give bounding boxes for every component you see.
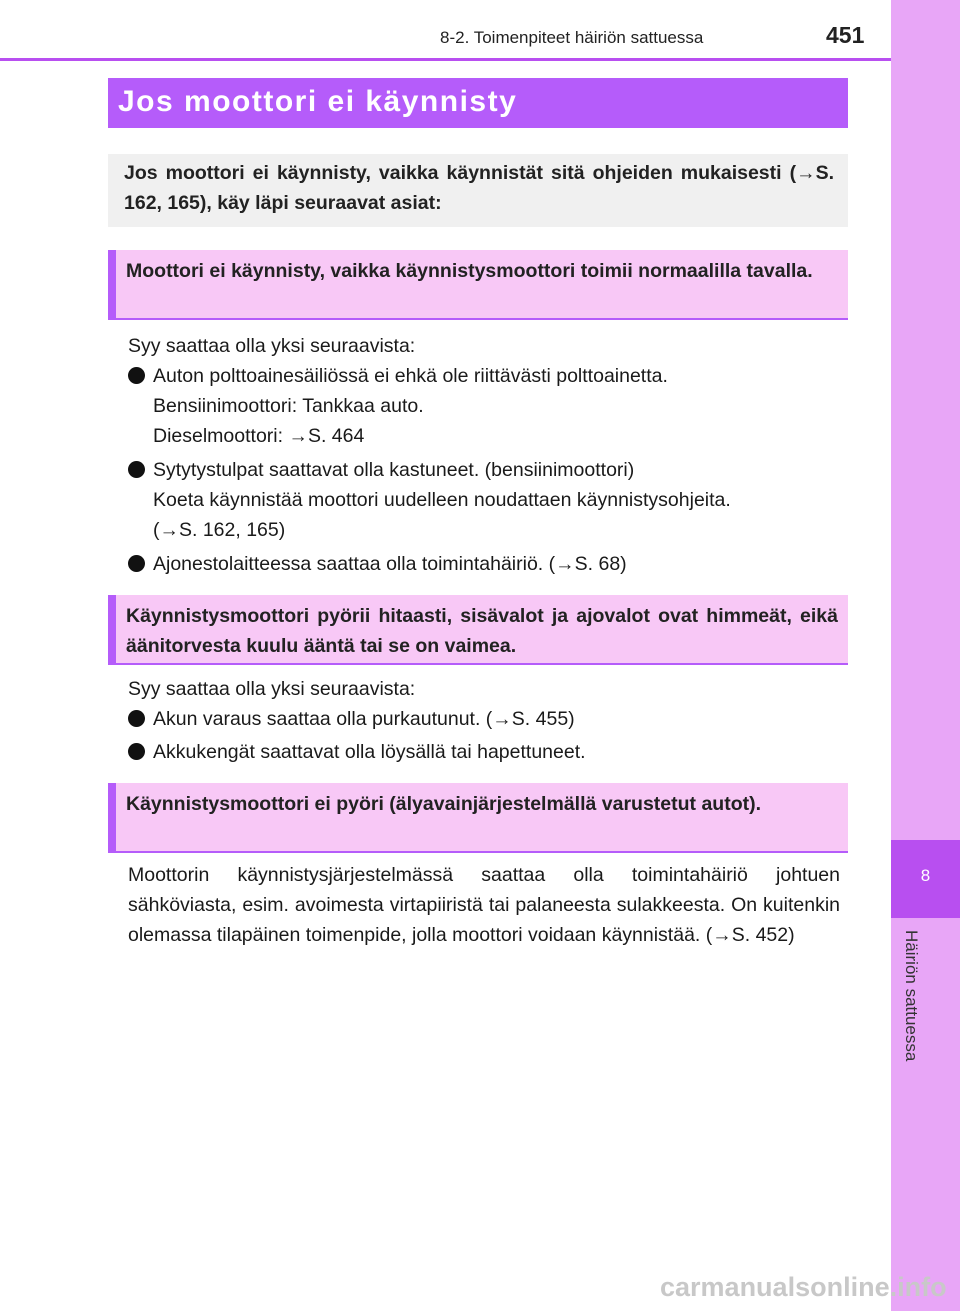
section-header: 8-2. Toimenpiteet häiriön sattuessa [440, 28, 704, 47]
subheading-box [108, 783, 848, 853]
bullet-icon [128, 461, 145, 478]
list-item-text: Akkukengät saattavat olla löysällä tai hapettuneet. [153, 741, 586, 763]
list-item [128, 455, 848, 545]
bullet-icon [128, 710, 145, 727]
page-title: Jos moottori ei käynnisty [118, 85, 518, 118]
intro-box [108, 154, 848, 227]
bullet-icon [128, 367, 145, 384]
subheading-box [108, 250, 848, 320]
chapter-number: 8 [920, 866, 931, 885]
list-item [128, 737, 848, 767]
intro-text: Jos moottori ei käynnisty, vaikka käynnistät sitä ohjeiden mukaisesti (→S. 162, 165), käy läpi seuraavat asiat: [124, 162, 834, 214]
list-item [128, 704, 848, 734]
list-item-text: Auton polttoainesäiliössä ei ehkä ole riittävästi polttoainetta. [153, 365, 668, 387]
body-paragraph: Moottorin käynnistysjärjestelmässä saattaa olla toimintahäiriö johtuen sähköviasta, esim. avoimesta virtapiiristä tai palaneesta sulakkeesta. On kuitenkin olemassa tilapäinen toimenpide, jolla moottori voidaan käynnistää. (→S. 452) [128, 864, 840, 946]
list-item-detail: Koeta käynnistää moottori uudelleen noudattaen käynnistysohjeita. [153, 489, 731, 511]
list-item-text: Ajonestolaitteessa saattaa olla toimintahäiriö. (→S. 68) [153, 553, 627, 575]
chapter-label: Häiriön sattuessa [902, 930, 921, 1062]
lead-text: Syy saattaa olla yksi seuraavista: [128, 335, 416, 357]
lead-text: Syy saattaa olla yksi seuraavista: [128, 678, 416, 700]
list-item-detail: Dieselmoottori: →S. 464 [153, 425, 365, 447]
list-item-text: Akun varaus saattaa olla purkautunut. (→S. 455) [153, 708, 575, 730]
watermark: carmanualsonline.info [660, 1272, 947, 1302]
subheading: Käynnistysmoottori ei pyöri (älyavainjärjestelmällä varustetut autot). [126, 793, 762, 815]
page-number: 451 [826, 22, 865, 48]
list-item [128, 361, 848, 451]
list-item-detail: (→S. 162, 165) [153, 519, 286, 541]
title-bar [108, 78, 848, 128]
subheading: Käynnistysmoottori pyörii hitaasti, sisävalot ja ajovalot ovat himmeät, eikä äänitorvesta kuulu ääntä tai se on vaimea. [126, 605, 838, 657]
bullet-icon [128, 743, 145, 760]
subheading-box [108, 595, 848, 665]
list-item [128, 549, 848, 579]
bullet-icon [128, 555, 145, 572]
chapter-side-tab [891, 0, 960, 1311]
list-item-text: Sytytystulpat saattavat olla kastuneet. (bensiinimoottori) [153, 459, 635, 481]
subheading: Moottori ei käynnisty, vaikka käynnistysmoottori toimii normaalilla tavalla. [126, 260, 813, 282]
header-divider [0, 58, 891, 61]
list-item-detail: Bensiinimoottori: Tankkaa auto. [153, 395, 424, 417]
